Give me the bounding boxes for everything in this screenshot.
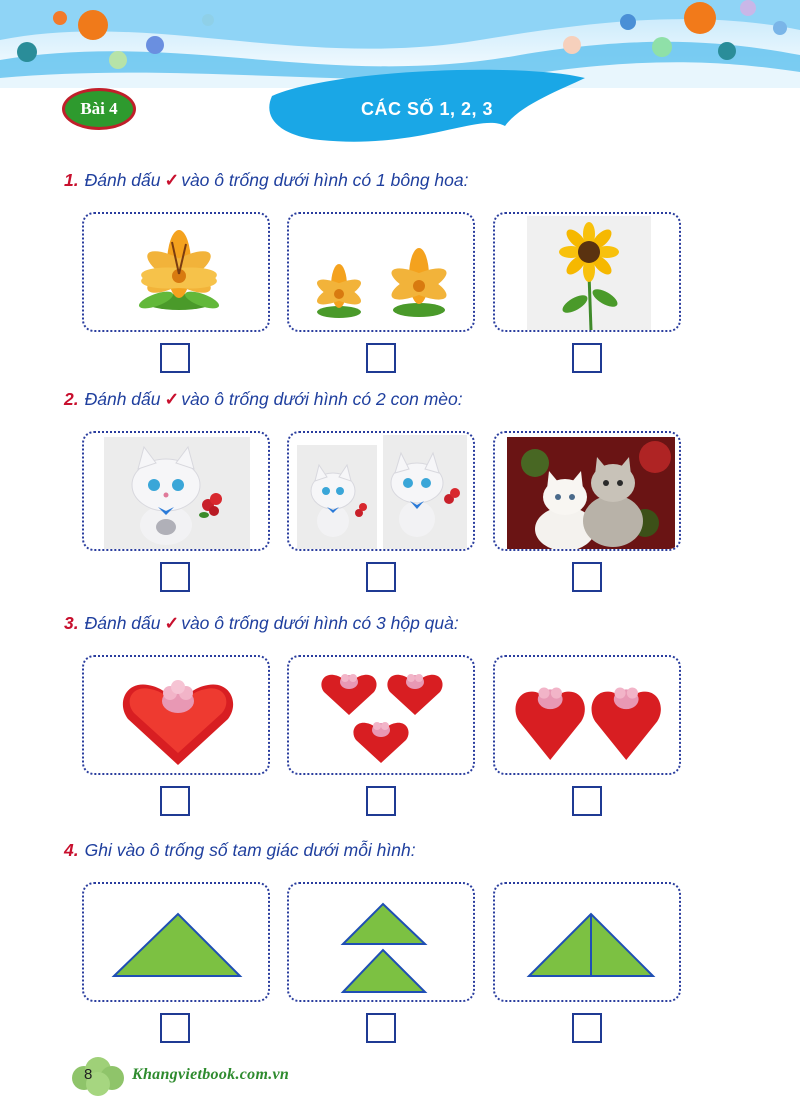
answer-box-3-1[interactable] <box>160 786 190 816</box>
heart-gift-boxes-icon <box>289 657 475 775</box>
question-number: 4. <box>64 840 79 860</box>
picture-card-one-triangle <box>82 882 270 1002</box>
picture-card-sunflower <box>493 212 681 332</box>
answer-box-4-2[interactable] <box>366 1013 396 1043</box>
picture-card-three-gifts <box>287 655 475 775</box>
page-title: CÁC SỐ 1, 2, 3 <box>360 98 494 119</box>
lily-flower-icon <box>84 214 270 332</box>
lily-flowers-icon <box>289 214 475 332</box>
question-number: 3. <box>64 613 79 633</box>
answer-box-1-1[interactable] <box>160 343 190 373</box>
page-number: 8 <box>84 1066 93 1083</box>
answer-box-3-2[interactable] <box>366 786 396 816</box>
question-2: 2. Đánh dấu ✓ vào ô trống dưới hình có 2 con mèo: <box>64 389 463 409</box>
answer-box-1-3[interactable] <box>572 343 602 373</box>
question-4: 4. Ghi vào ô trống số tam giác dưới mỗi hình: <box>64 840 416 860</box>
checkmark-icon: ✓ <box>164 170 180 190</box>
kittens-photo-icon <box>495 433 681 551</box>
question-1: 1. Đánh dấu ✓ vào ô trống dưới hình có 1 bông hoa: <box>64 170 469 190</box>
split-triangle-icon <box>495 884 681 1002</box>
picture-card-split-triangle <box>493 882 681 1002</box>
question-3: 3. Đánh dấu ✓ vào ô trống dưới hình có 3 hộp quà: <box>64 613 459 633</box>
website-link[interactable]: Khangvietbook.com.vn <box>132 1066 290 1083</box>
sunflower-icon <box>495 214 681 332</box>
picture-card-two-cats <box>287 431 475 551</box>
answer-box-1-2[interactable] <box>366 343 396 373</box>
picture-card-one-cat <box>82 431 270 551</box>
question-number: 2. <box>64 389 79 409</box>
cartoon-cats-icon <box>289 433 475 551</box>
answer-box-4-3[interactable] <box>572 1013 602 1043</box>
picture-card-two-gifts <box>493 655 681 775</box>
lesson-badge: Bài 4 <box>62 88 136 130</box>
picture-card-kittens-photo <box>493 431 681 551</box>
picture-card-stacked-triangles <box>287 882 475 1002</box>
picture-card-one-lily <box>82 212 270 332</box>
answer-box-4-1[interactable] <box>160 1013 190 1043</box>
answer-box-3-3[interactable] <box>572 786 602 816</box>
stacked-triangles-icon <box>289 884 475 1002</box>
heart-gift-boxes-pair-icon <box>495 657 681 775</box>
answer-box-2-1[interactable] <box>160 562 190 592</box>
answer-box-2-3[interactable] <box>572 562 602 592</box>
checkmark-icon: ✓ <box>164 389 180 409</box>
question-number: 1. <box>64 170 79 190</box>
heart-gift-box-icon <box>84 657 270 775</box>
triangle-shape-icon <box>84 884 270 1002</box>
picture-card-two-lilies <box>287 212 475 332</box>
answer-box-2-2[interactable] <box>366 562 396 592</box>
page-number-cloud-icon <box>68 1054 128 1100</box>
cartoon-cat-icon <box>84 433 270 551</box>
picture-card-one-gift <box>82 655 270 775</box>
checkmark-icon: ✓ <box>164 613 180 633</box>
